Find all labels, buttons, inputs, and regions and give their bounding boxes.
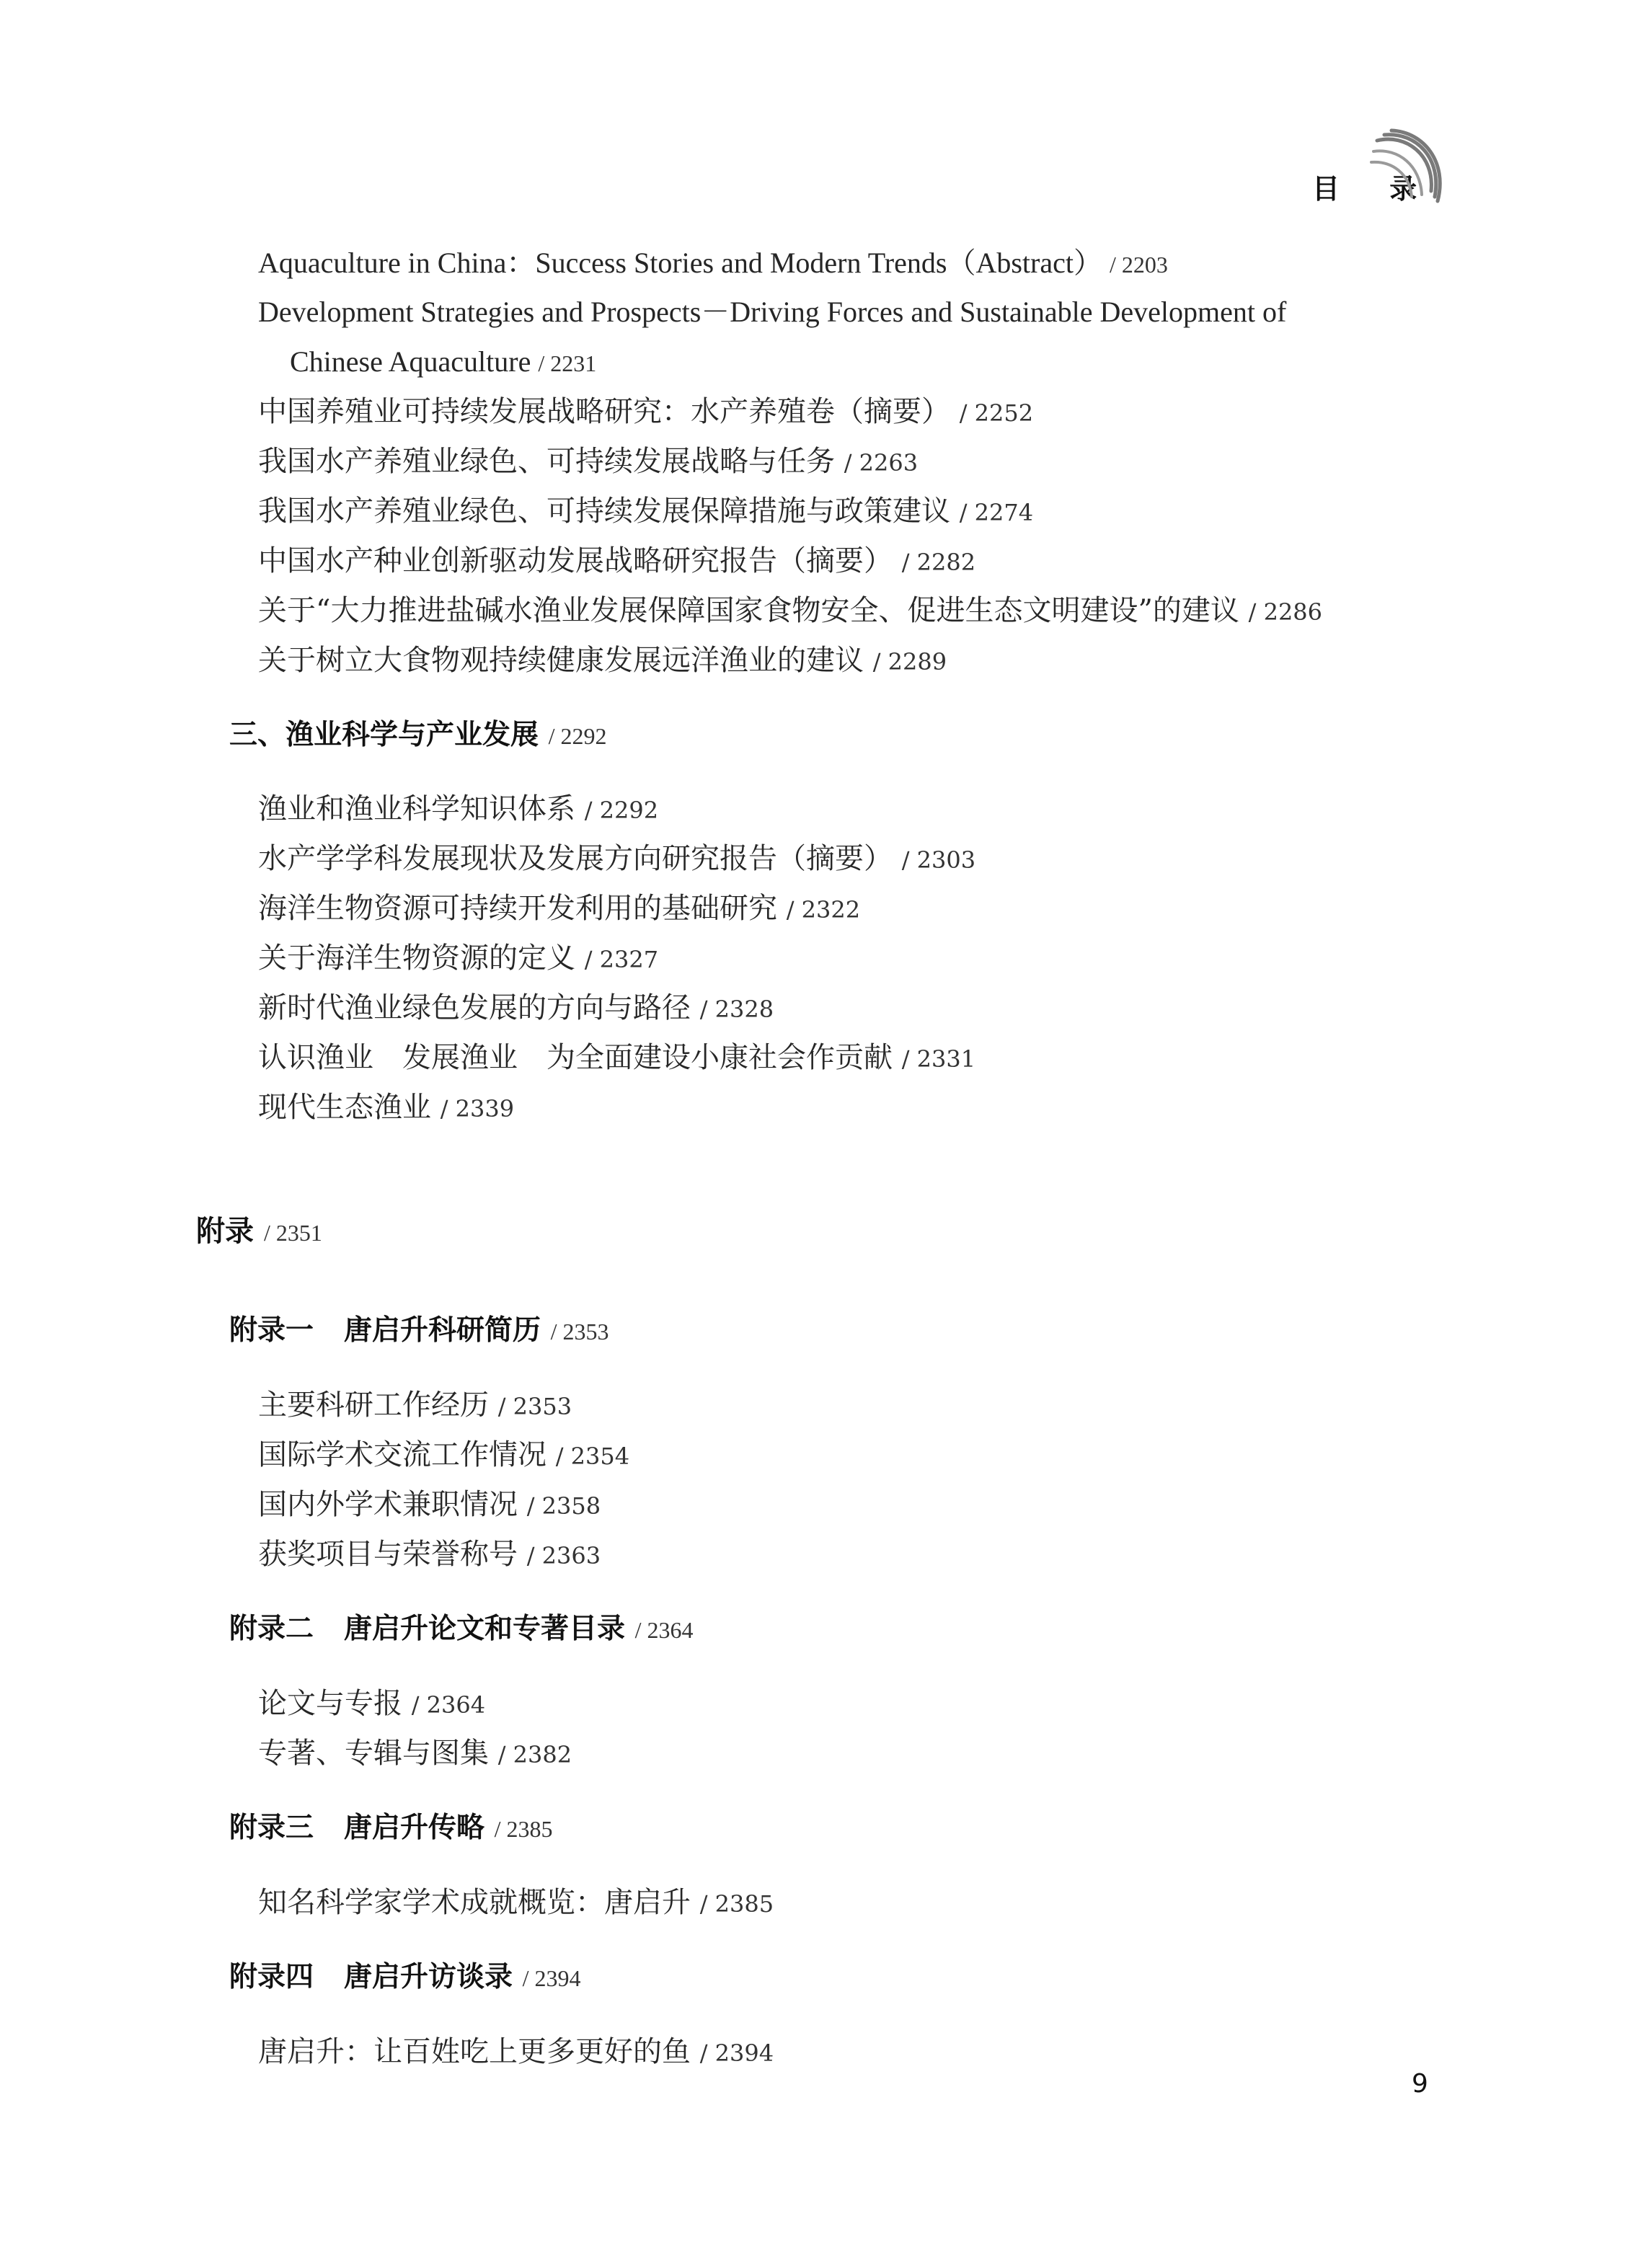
entry-title: 渔业和渔业科学知识体系	[258, 792, 575, 825]
entry-page: / 2385	[699, 1890, 774, 1918]
part-page: / 2351	[263, 1220, 322, 1246]
entry-title: 论文与专报	[258, 1687, 402, 1720]
appendix-number: 附录二	[229, 1613, 314, 1645]
page-number: 9	[1412, 2069, 1428, 2099]
section-heading[interactable]	[229, 721, 606, 749]
appendix-page: / 2353	[550, 1319, 609, 1345]
entry-page: / 2203	[1109, 252, 1168, 278]
entry-title: 中国水产种业创新驱动发展战略研究报告（摘要）	[258, 544, 893, 577]
appendix-heading[interactable]	[229, 1963, 581, 1991]
appendix-heading[interactable]	[229, 1615, 694, 1643]
toc-entry[interactable]	[258, 298, 1286, 327]
toc-entry[interactable]	[258, 1440, 629, 1469]
toc-entry[interactable]	[258, 844, 975, 873]
section-label: 三、渔业科学与产业发展	[229, 719, 539, 751]
entry-page: / 2252	[959, 399, 1034, 427]
toc-entry[interactable]	[258, 447, 918, 476]
entry-title: Chinese Aquaculture	[290, 345, 531, 378]
part-heading[interactable]	[196, 1217, 322, 1246]
entry-page: / 2382	[497, 1741, 572, 1768]
entry-title: Development Strategies and Prospects－Driving Forces and Sustainable Development of	[258, 296, 1287, 328]
entry-title: 现代生态渔业	[258, 1091, 431, 1124]
toc-entry[interactable]	[258, 397, 1033, 426]
entry-title: 唐启升：让百姓吃上更多更好的鱼	[258, 2035, 691, 2068]
appendix-title: 唐启升论文和专著目录	[344, 1613, 626, 1645]
entry-page: / 2328	[699, 996, 774, 1023]
toc-entry[interactable]	[258, 1540, 601, 1569]
entry-page: / 2327	[584, 946, 659, 973]
toc-entry[interactable]	[258, 1888, 774, 1917]
section-page: / 2292	[548, 723, 607, 749]
toc-entry[interactable]	[258, 1388, 572, 1422]
toc-entry[interactable]	[258, 1490, 601, 1519]
entry-title: 关于海洋生物资源的定义	[258, 942, 575, 975]
entry-page: / 2303	[901, 846, 976, 874]
entry-page: / 2353	[497, 1393, 572, 1420]
entry-title: 国际学术交流工作情况	[258, 1438, 546, 1471]
entry-title: 中国养殖业可持续发展战略研究：水产养殖卷（摘要）	[258, 395, 950, 428]
toc-entry[interactable]	[258, 1739, 572, 1768]
entry-title: 国内外学术兼职情况	[258, 1488, 518, 1521]
entry-title: 关于“大力推进盐碱水渔业发展保障国家食物安全、促进生态文明建设”的建议	[258, 594, 1239, 627]
appendix-title: 唐启升访谈录	[344, 1961, 513, 1993]
appendix-heading[interactable]	[229, 1316, 609, 1345]
header-title: 目 录	[1312, 173, 1438, 205]
entry-title: 新时代渔业绿色发展的方向与路径	[258, 991, 691, 1024]
appendix-number: 附录三	[229, 1812, 314, 1844]
running-header	[1283, 126, 1471, 213]
toc-entry[interactable]	[258, 2037, 774, 2066]
toc-entry[interactable]	[258, 249, 1168, 278]
appendix-number: 附录一	[229, 1314, 314, 1347]
toc-entry[interactable]	[258, 646, 947, 675]
entry-page: / 2322	[786, 896, 861, 923]
appendix-page: / 2385	[494, 1816, 553, 1842]
toc-entry[interactable]	[258, 596, 1322, 625]
toc-entry[interactable]	[258, 944, 658, 973]
toc-entry[interactable]	[258, 993, 774, 1022]
part-label: 附录	[196, 1215, 254, 1248]
entry-title: 认识渔业 发展渔业 为全面建设小康社会作贡献	[258, 1041, 893, 1074]
entry-page: / 2274	[959, 499, 1034, 526]
appendix-title: 唐启升传略	[344, 1812, 485, 1844]
entry-title: 主要科研工作经历	[258, 1388, 489, 1422]
toc-entry[interactable]	[258, 894, 860, 923]
toc-entry[interactable]	[258, 1689, 485, 1718]
toc-entry[interactable]	[258, 794, 658, 823]
entry-title: 水产学学科发展现状及发展方向研究报告（摘要）	[258, 842, 893, 875]
toc-entry[interactable]	[258, 546, 975, 575]
entry-page: / 2289	[872, 648, 947, 675]
entry-page: / 2282	[901, 549, 976, 576]
toc-entry[interactable]	[258, 1093, 514, 1122]
appendix-title: 唐启升科研简历	[344, 1314, 541, 1347]
entry-page: / 2292	[584, 797, 659, 824]
appendix-heading[interactable]	[229, 1814, 553, 1842]
entry-title: 专著、专辑与图集	[258, 1737, 489, 1770]
swirl-logo-icon	[1363, 126, 1449, 205]
entry-page: / 2231	[538, 350, 597, 376]
toc-entry[interactable]	[258, 497, 1033, 526]
entry-title: 知名科学家学术成就概览：唐启升	[258, 1886, 691, 1919]
entry-page: / 2286	[1248, 598, 1323, 626]
entry-page: / 2263	[844, 449, 919, 477]
entry-title: 我国水产养殖业绿色、可持续发展战略与任务	[258, 445, 835, 478]
entry-title: 我国水产养殖业绿色、可持续发展保障措施与政策建议	[258, 495, 950, 528]
appendix-page: / 2364	[634, 1617, 694, 1643]
entry-page: / 2363	[526, 1542, 601, 1569]
entry-page: / 2331	[901, 1045, 976, 1073]
toc-entry[interactable]	[258, 1043, 975, 1072]
entry-page: / 2364	[411, 1691, 486, 1719]
entry-page: / 2354	[555, 1443, 630, 1470]
entry-title: 关于树立大食物观持续健康发展远洋渔业的建议	[258, 644, 864, 677]
entry-page: / 2339	[440, 1095, 515, 1122]
entry-page: / 2358	[526, 1492, 601, 1520]
appendix-page: / 2394	[522, 1965, 581, 1991]
appendix-number: 附录四	[229, 1961, 314, 1993]
entry-title: 海洋生物资源可持续开发利用的基础研究	[258, 892, 777, 925]
toc-entry[interactable]	[290, 347, 596, 376]
entry-page: / 2394	[699, 2039, 774, 2067]
entry-title: 获奖项目与荣誉称号	[258, 1538, 518, 1571]
entry-title: Aquaculture in China：Success Stories and Modern Trends（Abstract）	[258, 247, 1102, 279]
